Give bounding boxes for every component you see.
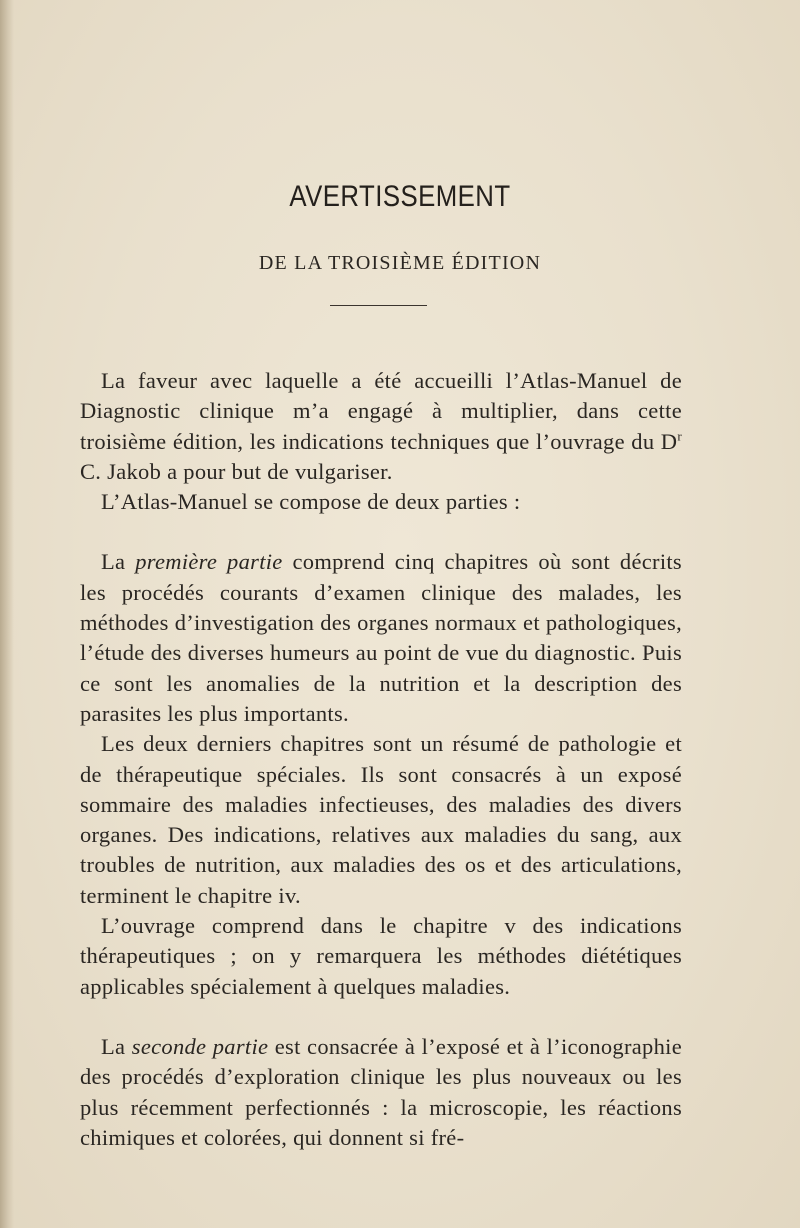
title-divider bbox=[330, 305, 427, 306]
paragraph-1-text: La faveur avec laquelle a été accueilli l’Atlas-Manuel de Diagnostic clinique m’a engagé à multiplier, dans cette troisième édition, les indications techniques que l’ouvrage du D bbox=[80, 368, 682, 454]
paragraph-6-rest: est consacrée à l’exposé et à l’iconographie des procédés d’exploration clinique les plus nouveaux ou les plus récemment perfectionnés : la microscopie, les réactions chimiques et colorées, qui donnent si fré- bbox=[80, 1033, 682, 1150]
page-title: AVERTISSEMENT bbox=[289, 180, 511, 213]
book-spine-shadow bbox=[0, 0, 14, 1228]
paragraph-6 bbox=[80, 1032, 682, 1153]
paragraph-3-rest: comprend cinq chapitres où sont décrits les procédés courants d’examen clinique des malades, les méthodes d’investigation des organes normaux et pathologiques, l’étude des diverses humeurs au point de vue du diagnostic. Puis ce sont les anomalies de la nutrition et la description des parasites les plus importants. bbox=[80, 549, 682, 726]
seconde-partie-italic: seconde partie bbox=[131, 1033, 269, 1059]
paragraph-3-prefix: La bbox=[101, 549, 136, 575]
paragraph-4: Les deux derniers chapitres sont un résumé de pathologie et de thérapeutique spéciales. Ils sont consacrés à un exposé sommaire des maladies infectieuses, des maladies des divers organes. Des indications, relatives aux maladies du sang, aux troubles de nutrition, aux maladies des os et des articulations, terminent le chapitre iv. bbox=[80, 731, 682, 908]
body-text bbox=[80, 366, 682, 1153]
doctor-abbrev-sup: r bbox=[677, 428, 682, 444]
paragraph-6-prefix: La bbox=[101, 1033, 132, 1059]
paragraph-1-end: C. Jakob a pour but de vulgariser. bbox=[80, 458, 393, 484]
paragraph-5: L’ouvrage comprend dans le chapitre v des indications thérapeutiques ; on y remarquera les méthodes diététiques applicables spécialement à quelques maladies. bbox=[80, 913, 682, 999]
paragraph-1 bbox=[80, 366, 682, 487]
paragraph-3 bbox=[80, 547, 682, 729]
premiere-partie-italic: première partie bbox=[135, 549, 283, 575]
paragraph-2: L’Atlas-Manuel se compose de deux parties : bbox=[101, 489, 521, 515]
page-subtitle: DE LA TROISIÈME ÉDITION bbox=[258, 252, 542, 274]
